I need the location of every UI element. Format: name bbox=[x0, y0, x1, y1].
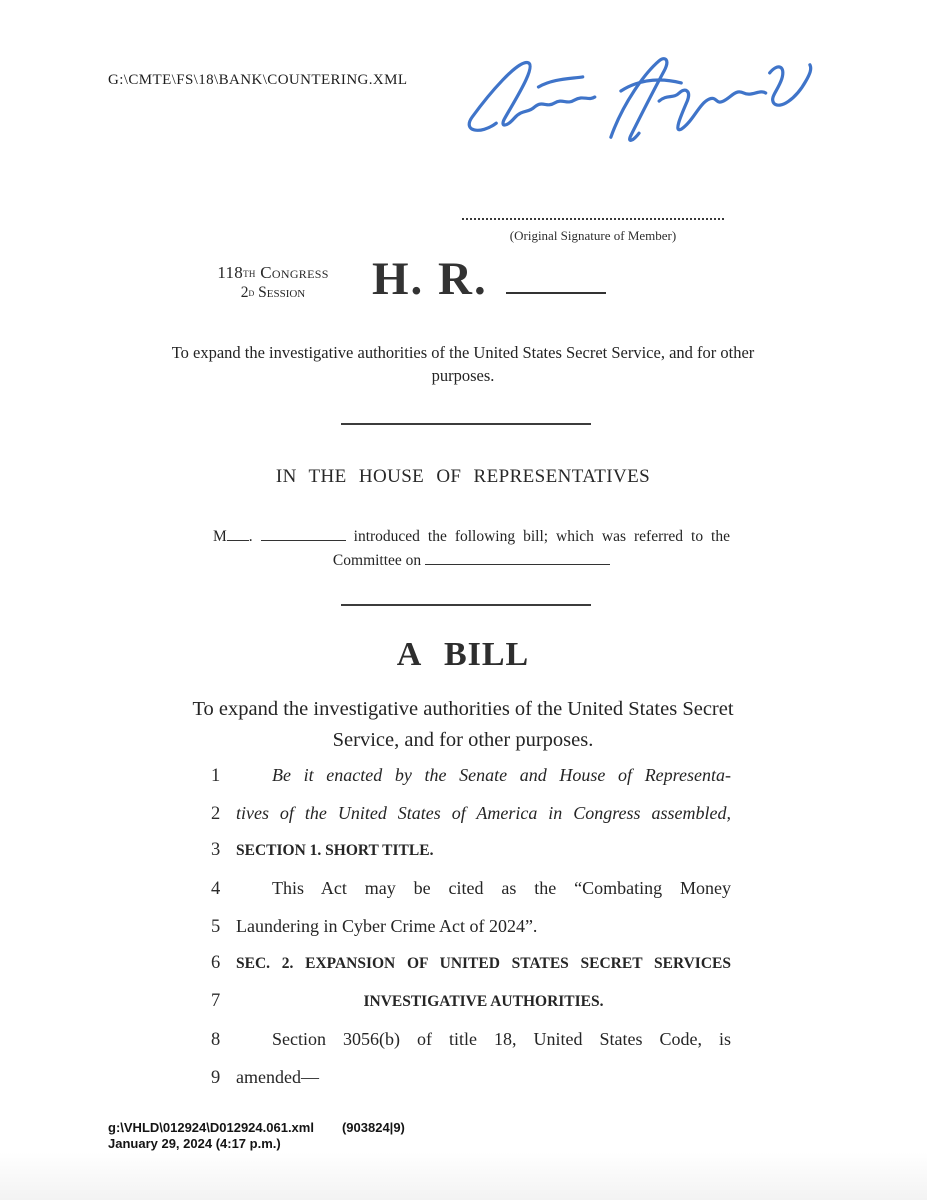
bill-line bbox=[211, 1067, 731, 1105]
bill-preamble: To expand the investigative authorities of the United States Secret Service, and for other purposes. bbox=[171, 343, 755, 385]
line-number: 6 bbox=[211, 953, 221, 974]
line-number: 7 bbox=[211, 991, 221, 1012]
footer-code: (903824|9) bbox=[341, 1120, 405, 1135]
line-text: Laundering in Cyber Crime Act of 2024”. bbox=[236, 915, 538, 936]
line-number: 3 bbox=[211, 840, 221, 861]
footer-date: January 29, 2024 (4:17 p.m.) bbox=[108, 1136, 281, 1151]
line-text: SEC. 2. EXPANSION OF UNITED STATES SECRET SERVICES bbox=[236, 955, 731, 973]
document-xml-path: G:\CMTE\FS\18\BANK\COUNTERING.XML bbox=[108, 72, 408, 88]
introduction-line-2: Committee on bbox=[213, 552, 730, 570]
bill-line bbox=[211, 840, 731, 878]
bill-heading: A BILL bbox=[396, 636, 530, 673]
bill-line bbox=[211, 991, 731, 1029]
bill-line bbox=[211, 1029, 731, 1067]
congress-session-block bbox=[186, 263, 360, 302]
footer-file-path: g:\VHLD\012924\D012924.061.xml bbox=[108, 1120, 314, 1135]
bill-line bbox=[211, 878, 731, 916]
line-number: 4 bbox=[211, 879, 221, 900]
line-text: INVESTIGATIVE AUTHORITIES. bbox=[363, 993, 604, 1011]
chamber-heading: IN THE HOUSE OF REPRESENTATIVES bbox=[275, 466, 651, 487]
introduction-line-1: M . introduced the following bill; which was referred to the bbox=[213, 528, 730, 545]
bill-line bbox=[211, 916, 731, 954]
introduction-block bbox=[213, 528, 730, 570]
committee-name-blank bbox=[425, 564, 610, 565]
bill-line bbox=[211, 803, 731, 841]
line-number: 8 bbox=[211, 1029, 221, 1050]
member-signature bbox=[452, 38, 824, 150]
line-text: Be it enacted by the Senate and House of Representa- bbox=[272, 765, 731, 785]
footer-line-1 bbox=[108, 1120, 405, 1136]
signature-caption: (Original Signature of Member) bbox=[509, 228, 677, 243]
line-number: 9 bbox=[211, 1067, 221, 1088]
bill-number-prefix: H. R. bbox=[372, 253, 488, 305]
line-text: amended— bbox=[236, 1066, 319, 1087]
bill-line bbox=[211, 765, 731, 803]
signature-ink-icon bbox=[452, 38, 824, 150]
line-number: 1 bbox=[211, 766, 221, 786]
line-text: SECTION 1. SHORT TITLE. bbox=[236, 842, 434, 860]
separator-rule bbox=[341, 423, 591, 425]
session-line: 2d Session bbox=[240, 284, 306, 301]
bill-number-blank bbox=[506, 292, 606, 294]
sponsor-blank bbox=[261, 540, 346, 541]
congress-line: 118th Congress bbox=[217, 263, 329, 282]
line-text: Section 3056(b) of title 18, United States Code, is bbox=[272, 1028, 731, 1049]
bill-line bbox=[211, 953, 731, 991]
bill-body bbox=[211, 765, 731, 1104]
line-number: 2 bbox=[211, 803, 221, 824]
separator-rule bbox=[341, 604, 591, 606]
bill-number-line bbox=[372, 252, 606, 306]
signature-dotted-line bbox=[462, 202, 724, 220]
line-text: This Act may be cited as the “Combating Money bbox=[272, 878, 731, 899]
sponsor-name-blank bbox=[227, 540, 249, 541]
processing-footer bbox=[108, 1120, 405, 1152]
bill-purpose: To expand the investigative authorities of the United States Secret Service, and for other purposes. bbox=[192, 698, 734, 751]
line-text: tives of the United States of America in Congress assembled, bbox=[236, 802, 731, 823]
line-number: 5 bbox=[211, 916, 221, 937]
